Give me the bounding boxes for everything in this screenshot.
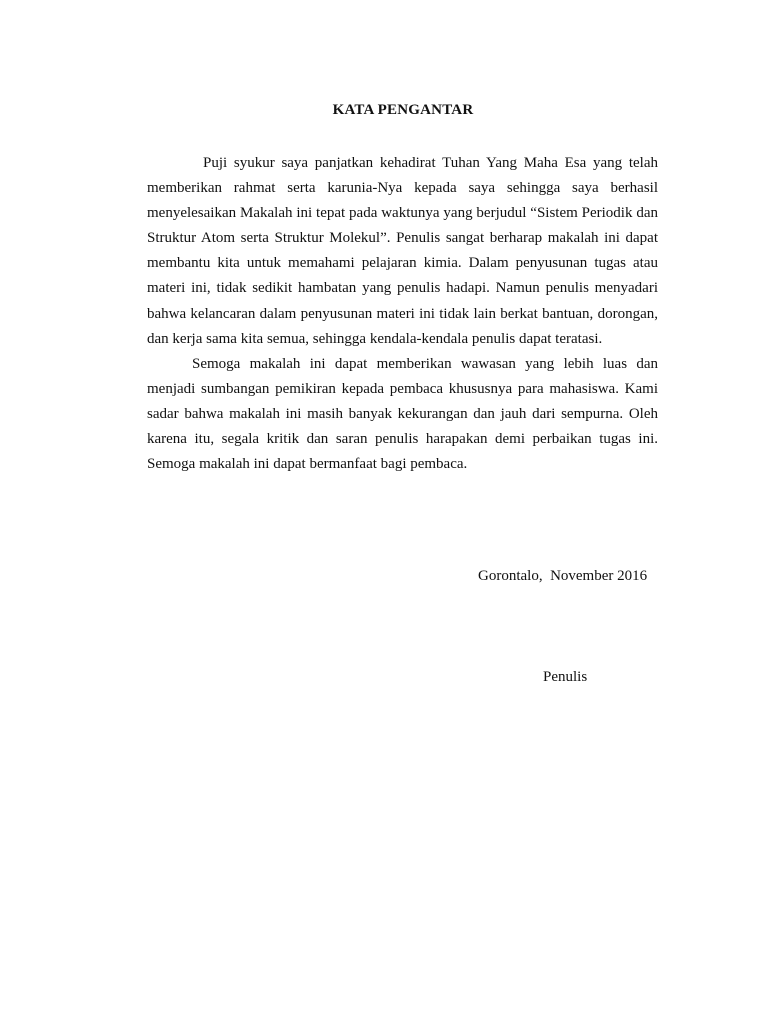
paragraph-2: Semoga makalah ini dapat memberikan wawasan yang lebih luas dan menjadi sumbangan pemikiran kepada pembaca khususnya para mahasiswa. Kami sadar bahwa makalah ini masih banyak kekurangan dan jauh dari sempurna. Oleh karena itu, segala kritik dan saran penulis harapakan demi perbaikan tugas ini. Semoga makalah ini dapat bermanfaat bagi pembaca.: [147, 355, 658, 473]
body-text: [147, 151, 658, 477]
author-signature: Penulis: [543, 669, 588, 685]
page-title: KATA PENGANTAR: [332, 102, 474, 118]
place-date: Gorontalo, November 2016: [478, 568, 648, 584]
paragraph-1: Puji syukur saya panjatkan kehadirat Tuhan Yang Maha Esa yang telah memberikan rahmat serta karunia-Nya kepada saya sehingga saya berhasil menyelesaikan Makalah ini tepat pada waktunya yang berjudul “Sistem Periodik dan Struktur Atom serta Struktur Molekul”. Penulis sangat berharap makalah ini dapat membantu kita untuk memahami pelajaran kimia. Dalam penyusunan tugas atau materi ini, tidak sedikit hambatan yang penulis hadapi. Namun penulis menyadari bahwa kelancaran dalam penyusunan materi ini tidak lain berkat bantuan, dorongan, dan kerja sama kita semua, sehingga kendala-kendala penulis dapat teratasi.: [147, 155, 658, 347]
